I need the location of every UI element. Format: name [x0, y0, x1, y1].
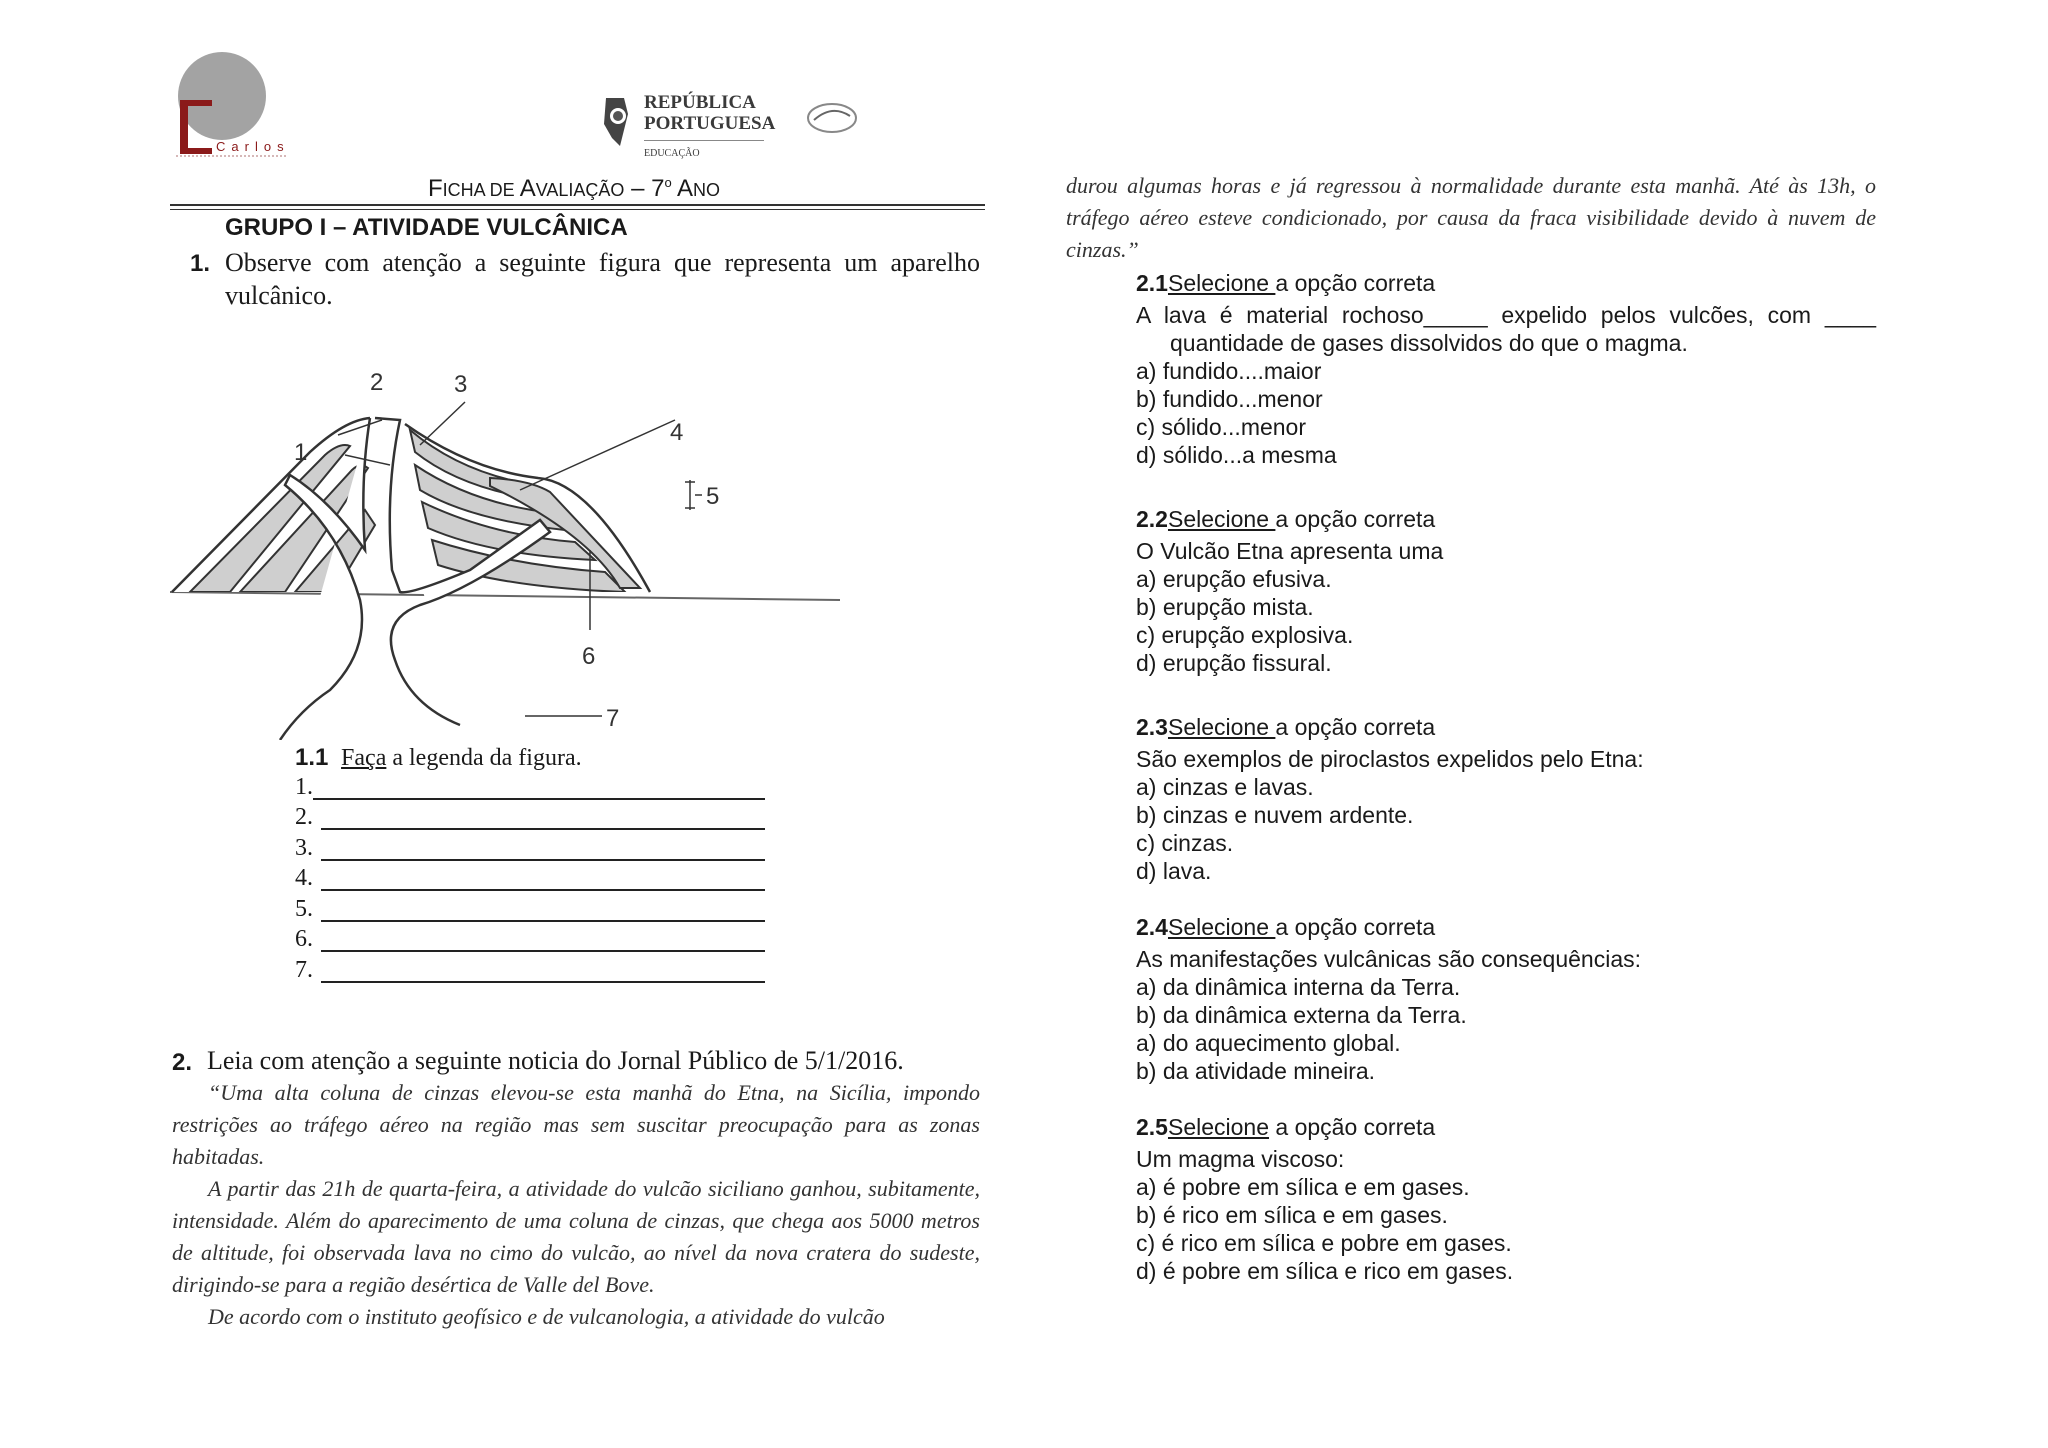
- question-2-5-option-c[interactable]: c) é rico em sílica e pobre em gases.: [1136, 1230, 1512, 1256]
- republica-portuguesa-logo: [598, 92, 868, 164]
- legend-line-7[interactable]: 7.: [295, 957, 765, 987]
- title-rule-bottom: [170, 209, 985, 210]
- legend-line-5[interactable]: 5.: [295, 896, 765, 926]
- question-2-1-option-b[interactable]: b) fundido...menor: [1136, 386, 1323, 412]
- q11: [295, 744, 582, 772]
- question-2-3-stem: São exemplos de piroclastos expelidos pelo Etna:: [1136, 746, 1644, 772]
- news-quote-p1: “Uma alta coluna de cinzas elevou-se esta manhã do Etna, na Sicília, impondo restrições ao tráfego aéreo na região mas sem suscitar preocupação para as zonas habitadas.: [172, 1080, 980, 1169]
- question-2-2-option-c[interactable]: c) erupção explosiva.: [1136, 622, 1354, 648]
- figure-label-7: 7: [606, 705, 620, 732]
- question-2-1-stem: A lava é material rochoso_____ expelido pelos vulcões, com ____: [1136, 302, 1876, 328]
- title-rule-top: [170, 204, 985, 206]
- question-2-1-option-c[interactable]: c) sólido...menor: [1136, 414, 1307, 440]
- question-2-2-option-b[interactable]: b) erupção mista.: [1136, 594, 1314, 620]
- question-2-4-option-3[interactable]: a) do aquecimento global.: [1136, 1030, 1401, 1056]
- legend-line-2[interactable]: 2.: [295, 804, 765, 834]
- question-2-4-option-2[interactable]: b) da dinâmica externa da Terra.: [1136, 1002, 1467, 1028]
- school-logo: [168, 48, 298, 160]
- legend-line-3[interactable]: 3.: [295, 835, 765, 865]
- question-2-4-option-1[interactable]: a) da dinâmica interna da Terra.: [1136, 974, 1461, 1000]
- group1-title: GRUPO I – ATIVIDADE VULCÂNICA: [225, 214, 628, 241]
- partner-logo-icon: [804, 98, 860, 138]
- question-2-5-option-d[interactable]: d) é pobre em sílica e rico em gases.: [1136, 1258, 1514, 1284]
- coat-of-arms-icon: [598, 94, 638, 150]
- legend-line-6[interactable]: 6.: [295, 926, 765, 956]
- question-2-5: [1136, 1113, 1876, 1285]
- q2-text: Leia com atenção a seguinte noticia do Jornal Público de 5/1/2016.: [207, 1046, 904, 1075]
- school-logo-text: Carlos: [216, 139, 290, 154]
- republica-sub: EDUCAÇÃO: [644, 140, 764, 164]
- question-2-2-stem: O Vulcão Etna apresenta uma: [1136, 538, 1444, 564]
- question-2-4: [1136, 913, 1876, 1085]
- question-2-2-heading: 2.2Selecione a opção correta: [1136, 506, 1436, 532]
- page-title: FICHA DE AVALIAÇÃO – 7$^o$ ANO: [428, 175, 721, 202]
- school-logo-graphic: [168, 48, 298, 160]
- question-2-5-heading: 2.5Selecione a opção correta: [1136, 1114, 1436, 1140]
- figure-label-4: 4: [670, 419, 684, 446]
- figure-label-5: 5: [706, 483, 720, 510]
- volcano-diagram: [170, 360, 850, 740]
- question-2-3-option-d[interactable]: d) lava.: [1136, 858, 1212, 884]
- question-2-2: [1136, 505, 1876, 677]
- figure-label-6: 6: [582, 643, 596, 670]
- news-quote: [172, 1077, 980, 1333]
- figure-label-2: 2: [370, 369, 384, 396]
- question-2-5-stem: Um magma viscoso:: [1136, 1146, 1345, 1172]
- q11-verb: Faça: [341, 745, 387, 771]
- q1-number: 1.: [190, 250, 211, 277]
- legend-line-1[interactable]: 1.: [295, 774, 765, 804]
- question-2-4-heading: 2.4Selecione a opção correta: [1136, 914, 1436, 940]
- question-2-3-heading: 2.3Selecione a opção correta: [1136, 714, 1436, 740]
- question-2-3-option-c[interactable]: c) cinzas.: [1136, 830, 1234, 856]
- question-2-2-option-d[interactable]: d) erupção fissural.: [1136, 650, 1332, 676]
- legend-line-4[interactable]: 4.: [295, 865, 765, 895]
- q11-rest: a legenda da figura.: [386, 745, 582, 771]
- question-2-4-stem: As manifestações vulcânicas são consequências:: [1136, 946, 1642, 972]
- figure-label-3: 3: [454, 371, 468, 398]
- question-2-3: [1136, 713, 1876, 885]
- question-2-3-option-a[interactable]: a) cinzas e lavas.: [1136, 774, 1314, 800]
- question-2-1-heading: 2.1Selecione a opção correta: [1136, 270, 1436, 296]
- republica-line1: REPÚBLICA: [644, 92, 756, 113]
- q1-text: Observe com atenção a seguinte figura que representa um aparelho vulcânico.: [225, 248, 980, 310]
- question-2-1-stem2: quantidade de gases dissolvidos do que o magma.: [1170, 330, 1688, 356]
- news-quote-p2: A partir das 21h de quarta-feira, a atividade do vulcão siciliano ganhou, subitamente, intensidade. Além do aparecimento de uma coluna de cinzas, que chega aos 5000 metros de altitude, foi observada lava no cimo do vulcão, ao nível da nova cratera do sudeste, dirigindo-se para a região desértica de Valle del Bove.: [172, 1176, 980, 1297]
- question-2-5-option-b[interactable]: b) é rico em sílica e em gases.: [1136, 1202, 1448, 1228]
- news-quote-p3: De acordo com o instituto geofísico e de vulcanologia, a atividade do vulcão: [208, 1304, 885, 1329]
- figure-label-1: 1: [294, 439, 308, 466]
- question-2-1-option-d[interactable]: d) sólido...a mesma: [1136, 442, 1337, 468]
- news-quote-continuation: durou algumas horas e já regressou à normalidade durante esta manhã. Até às 13h, o tráfego aéreo esteve condicionado, por causa da fraca visibilidade devido à nuvem de cinzas.”: [1066, 173, 1876, 262]
- republica-line2: PORTUGUESA: [644, 113, 776, 134]
- question-2-1-option-a[interactable]: a) fundido....maior: [1136, 358, 1322, 384]
- q2-number: 2.: [172, 1049, 193, 1076]
- q11-number: 1.1: [295, 744, 329, 771]
- question-2-2-option-a[interactable]: a) erupção efusiva.: [1136, 566, 1332, 592]
- question-2-3-option-b[interactable]: b) cinzas e nuvem ardente.: [1136, 802, 1414, 828]
- question-2-5-option-a[interactable]: a) é pobre em sílica e em gases.: [1136, 1174, 1470, 1200]
- question-2-4-option-4[interactable]: b) da atividade mineira.: [1136, 1058, 1376, 1084]
- question-2-1: [1136, 269, 1876, 469]
